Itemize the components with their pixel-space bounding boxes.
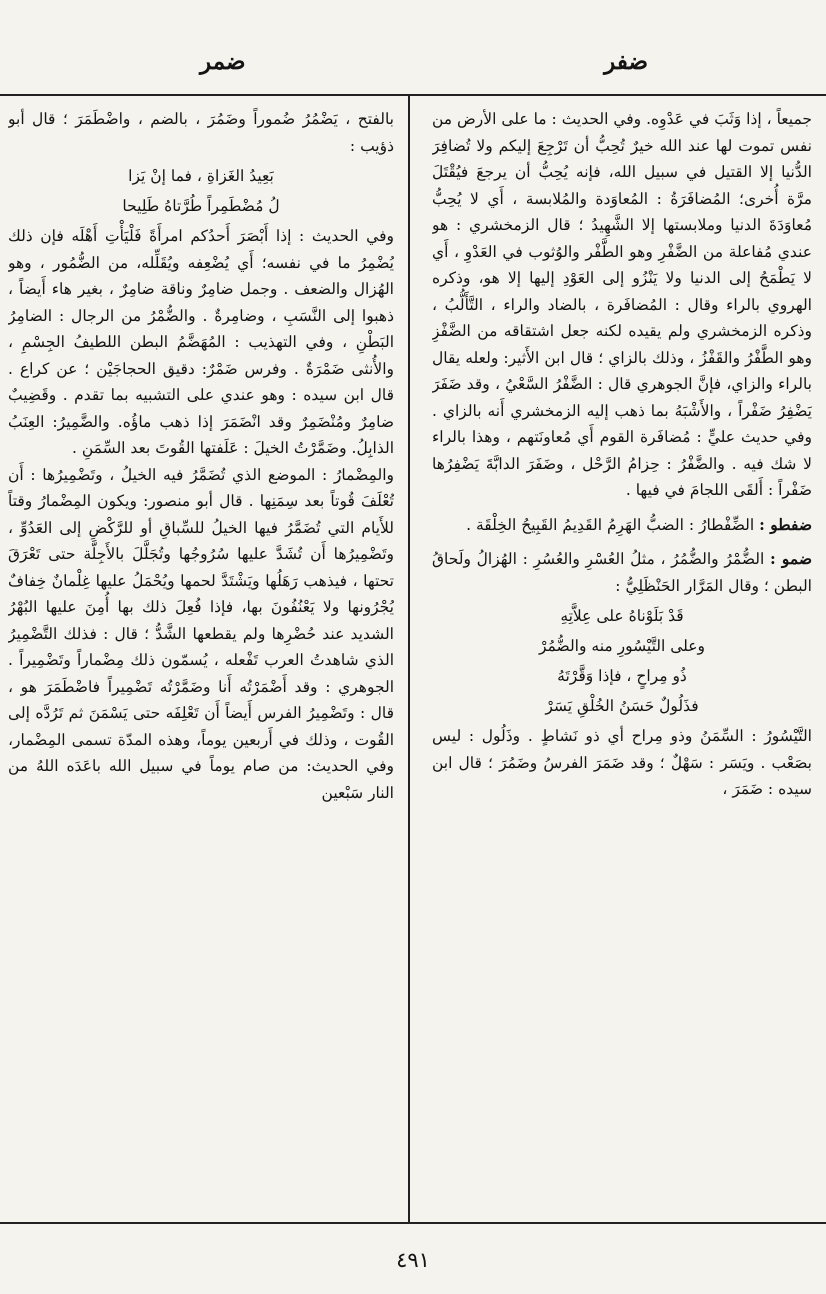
- entry-headword-damr: ضمو :: [770, 549, 812, 568]
- poem-line: فذَلُولٌ حَسَنُ الخُلْقِ يَسَرْ: [545, 697, 699, 715]
- header-guide-word-left: ضمر: [200, 48, 246, 75]
- poem-line: قَدْ بَلَوْناهُ على عِلاَّتِهِ: [560, 607, 684, 625]
- poem-marrar: [432, 601, 812, 721]
- poem-line: وعلى التَّيْسُورِ منه والضُّمُرْ: [538, 637, 706, 655]
- left-paragraph-3: والمِضْمارُ : الموضع الذي تُضَمَّرُ فيه الخيلُ ، وتَضْمِيرُها : أَن تُعْلَفَ قُوتاً بعد سِمَنِها . قال أبو منصور: ويكون المِضْمارُ وقتاً للأَيام التي تُضَمَّرُ فيها الخيلُ للسِّباقِ أو للرَّكْضِ إلى العَدُوِّ ، وتَضْمِيرُها أَن تُشَدَّ عليها سُرُوجُها وتُجَلَّلَ بالأَجِلَّة حتى تَعْرَقَ تحتها ، فيذهب رَهَلُها ويَشْتَدَّ لحمها ويُحْمَلُ عليها غِلْمانٌ خِفافٌ يُجْرُونها ولا يَعْنُفُونَ بها، فإذا فُعِلَ ذلك بها أُمِنَ عليها البُهْرُ الشديد عند حُضْرِها ولم يقطعها الشَّدُّ ؛ قال : فذلك التَّضْمِيرُ الذي شاهدتُ العرب تَفْعله ، يُسمّون ذلك مِضْماراً وتَضْمِيراً . الجوهري : وقد أَضْمَرْتُه أَنا وضَمَّرْتُه تَضْمِيراً فاضْطَمَرَ هو ، قال : وتَضْمِيرُ الفرس أَيضاً أَن تَعْلِفَه حتى يَسْمَنَ ثم تَرُدَّه إلى القُوت ، وذلك في أَربعين يوماً، وهذه المدّة تسمى المِضْمار، وفي الحديث: من صام يوماً في سبيل الله باعَدَه اللهُ من النار سَبْعين: [8, 465, 394, 802]
- column-divider: [408, 96, 410, 1222]
- top-rule: [0, 94, 826, 96]
- header-guide-word-right: ضفر: [604, 48, 648, 75]
- right-paragraph-after-poem: التَّيْسُورُ : السِّمَنُ وذو مِراح أي ذو نَشاطٍ . وذَلُول : ليس بصَعْب . ويَسَر : سَهْلٌ ؛ وقد ضَمَرَ الفرسُ وضَمُرَ ؛ قال ابن سيده : ضَمَرَ ،: [432, 727, 812, 798]
- entry-damr: [432, 546, 812, 599]
- poem-line: لُ مُضْطَمِراً طُرَّتاهُ طَلِيحا: [122, 197, 280, 215]
- left-column: [8, 106, 394, 1218]
- entry-text-dafto: الضِّفْطارُ : الضبُّ الهَرِمُ القَدِيمُ القَبِيحُ الخِلْقَة .: [466, 515, 755, 534]
- page-number: ٤٩١: [396, 1248, 430, 1272]
- poem-abu-dhuayb: [8, 161, 394, 221]
- left-paragraph-2: وفي الحديث : إذا أَبْصَرَ أَحدُكم امرأَةً فَلْيَأْتِ أَهْلَه فإن ذلك يُضْمِرُ ما في نفسه؛ أَي يُضْعِفه ويُقَلِّله، من الضُّمُور ، وهو الهُزال والضعف . وجمل ضامِرٌ وناقة ضامِرٌ ، بغير هاء أَيضاً ، ذهبوا إلى النَّسَبِ ، وضامِرةٌ . والضُّمْرُ من الرجال : الضامِرُ البَطْنِ ، وفي التهذيب : المُهَضَّمُ البطن اللطيفُ الجِسْمِ ، والأُنثى ضَمْرَةٌ . وفرس ضَمْرٌ: دقيق الحجاجَيْن ؛ عن كراع . قال ابن سيده : وهو عندي على التشبيه بما تقدم . وقَضِيبٌ ضامِرٌ ومُنْضَمِرٌ وقد انْضَمَرَ إذا ذهب ماؤُه. والضَّمِيرُ: العِنَبُ الذابِلُ. وضَمَّرْتُ الخيلَ : عَلَفتها القُوتَ بعد السِّمَنِ .: [8, 227, 394, 457]
- left-paragraph-1: بالفتح ، يَضْمُرُ ضُموراً وضَمُرَ ، بالضم ، واضْطَمَرَ ؛ قال أبو ذؤيب :: [8, 110, 394, 155]
- entry-headword-dafto: ضفطو :: [759, 514, 812, 534]
- entry-dafto: [432, 512, 812, 539]
- poem-line: ذُو مِراحٍ ، فإذا وَقَّرْتَهُ: [557, 667, 687, 685]
- right-paragraph-1: جميعاً ، إذا وَثَبَ في عَدْوِه. وفي الحديث : ما على الأرض من نفس تموت لها عند الله خيرٌ تُحِبُّ أن تَرْجِعَ إليكم ولا تُضافِرَ الدُّنيا إلا القتيل في سبيل الله، فإنه يُحِبُّ أن يرجعَ فيُقْتَلَ مرَّة أُخرى؛ المُضافَرَةُ : المُعاوَدة والمُلابسة ، أَي لا يُحِبُّ مُعاوَدَةَ الدنيا وملابستها إلا الشَّهِيدُ ؛ قال الزمخشري : هو عندي مُفاعلة من الضَّفْرِ وهو الطَّفْر والوُثوب في العَدْوِ ، أَي لا يَطْمَحُ إلى الدنيا ولا يَنْزُو إلى العَوْدِ إليها إلا هو، وذكره الهروي بالراء وقال : المُضافَرة ، بالضاد والراء ، التَّأَلُّبُ ، وذكره الزمخشري ولم يقيده لكنه جعل اشتقاقه من الضَّفْزِ وهو الطَّفْرُ والقَفْزُ ، وذلك بالزاي ؛ قال ابن الأَثير: ولعله يقال بالراء والزاي، فإنَّ الجوهري قال : الضَّفْرُ السَّعْيُ ، وقد ضَفَرَ يَضْفِرُ ضَفْراً ، والأَشْبَهُ بما ذهب إليه الزمخشري أَنه بالزاي . وفي حديث عليٍّ : مُضافَرة القوم أَي مُعاونَتهم ، وهذا بالراء لا شك فيه . والضَّفْرُ : حِزامُ الرَّحْل ، وضَفَرَ الدابَّةَ يَضْفِرُها ضَفْراً : أَلقَى اللجامَ في فيها .: [432, 110, 812, 499]
- entry-text-damr: الضُّمْرُ والضُّمُرُ ، مثلُ العُسْرِ والعُسُرِ : الهُزالُ ولَحاقُ البطن ؛ وقال المَرَّار الحَنْظَلِيُّ :: [432, 550, 812, 595]
- bottom-rule: [0, 1222, 826, 1224]
- poem-line: بَعِيدُ الغَزاةِ ، فما إنْ يَزا: [128, 167, 274, 185]
- right-column: [432, 106, 812, 1218]
